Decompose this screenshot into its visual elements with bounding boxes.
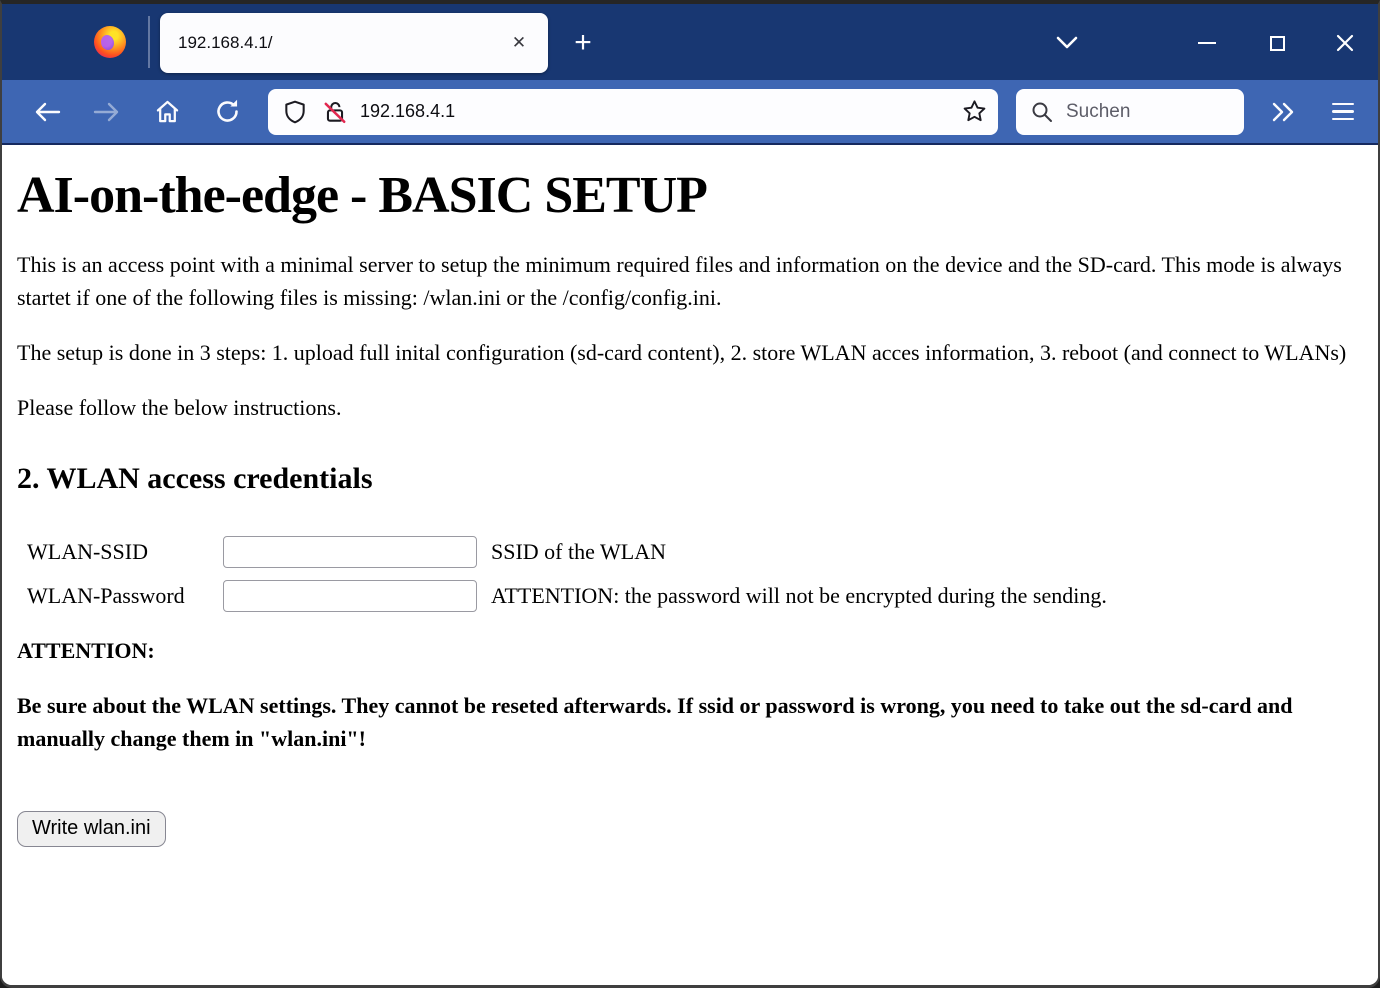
maximize-button[interactable] [1258,24,1296,62]
insecure-lock-icon[interactable] [322,99,348,125]
follow-paragraph: Please follow the below instructions. [17,395,342,420]
url-bar[interactable] [268,89,998,135]
window-close-icon [1336,34,1354,52]
back-arrow-icon [33,100,61,124]
password-label: WLAN-Password [27,583,185,608]
hamburger-icon [1332,103,1354,121]
new-tab-button[interactable]: + [574,26,592,59]
double-chevron-right-icon [1269,101,1297,123]
browser-tab[interactable] [160,13,548,73]
app-menu-button[interactable] [1328,97,1358,127]
list-tabs-button[interactable] [1048,24,1086,62]
tab-title: 192.168.4.1/ [178,33,273,52]
password-row [17,580,1362,612]
tracking-protection-shield-icon[interactable] [282,99,308,125]
write-wlan-ini-button[interactable]: Write wlan.ini [17,811,166,847]
search-box[interactable] [1016,89,1244,135]
url-text[interactable]: 192.168.4.1 [360,101,456,121]
search-placeholder[interactable]: Suchen [1066,100,1131,122]
chevron-down-icon [1056,36,1078,50]
intro-paragraph: This is an access point with a minimal server to setup the minimum required files and information on the device and the SD-card. This mode is always startet if one of the following files is missing: /wlan.ini or the /config/config.ini. [17,252,1342,310]
reload-button[interactable] [212,97,242,127]
page-title: AI-on-the-edge - BASIC SETUP [17,167,707,224]
ssid-row [17,536,1362,568]
overflow-menu-button[interactable] [1268,97,1298,127]
ssid-input[interactable] [223,536,477,568]
ssid-description: SSID of the WLAN [491,539,666,564]
window-close-button[interactable] [1326,24,1364,62]
tab-separator [148,16,150,68]
forward-arrow-icon [93,100,121,124]
forward-button[interactable] [92,97,122,127]
warning-text: Be sure about the WLAN settings. They cannot be reseted afterwards. If ssid or password is wrong, you need to take out the sd-card and manually change them in "wlan.ini"! [17,693,1293,751]
tab-close-icon[interactable]: ✕ [511,33,527,52]
home-button[interactable] [152,97,182,127]
titlebar [2,4,1378,80]
maximize-icon [1270,36,1285,51]
password-input[interactable] [223,580,477,612]
home-icon [154,98,181,125]
minimize-icon [1198,42,1216,44]
steps-paragraph: The setup is done in 3 steps: 1. upload full inital configuration (sd-card content), 2. store WLAN acces information, 3. reboot (and connect to WLANs) [17,340,1347,365]
web-page-content [2,145,1378,985]
attention-heading: ATTENTION: [17,638,155,663]
back-button[interactable] [32,97,62,127]
navigation-toolbar [2,80,1378,145]
firefox-logo-icon[interactable] [94,26,126,58]
ssid-label: WLAN-SSID [27,539,148,564]
password-description: ATTENTION: the password will not be encrypted during the sending. [491,583,1107,608]
bookmark-star-icon[interactable] [961,98,988,125]
wlan-credentials-form [17,536,1362,612]
search-icon [1030,100,1054,124]
reload-icon [214,98,241,125]
minimize-button[interactable] [1188,24,1226,62]
section-heading: 2. WLAN access credentials [17,462,373,495]
